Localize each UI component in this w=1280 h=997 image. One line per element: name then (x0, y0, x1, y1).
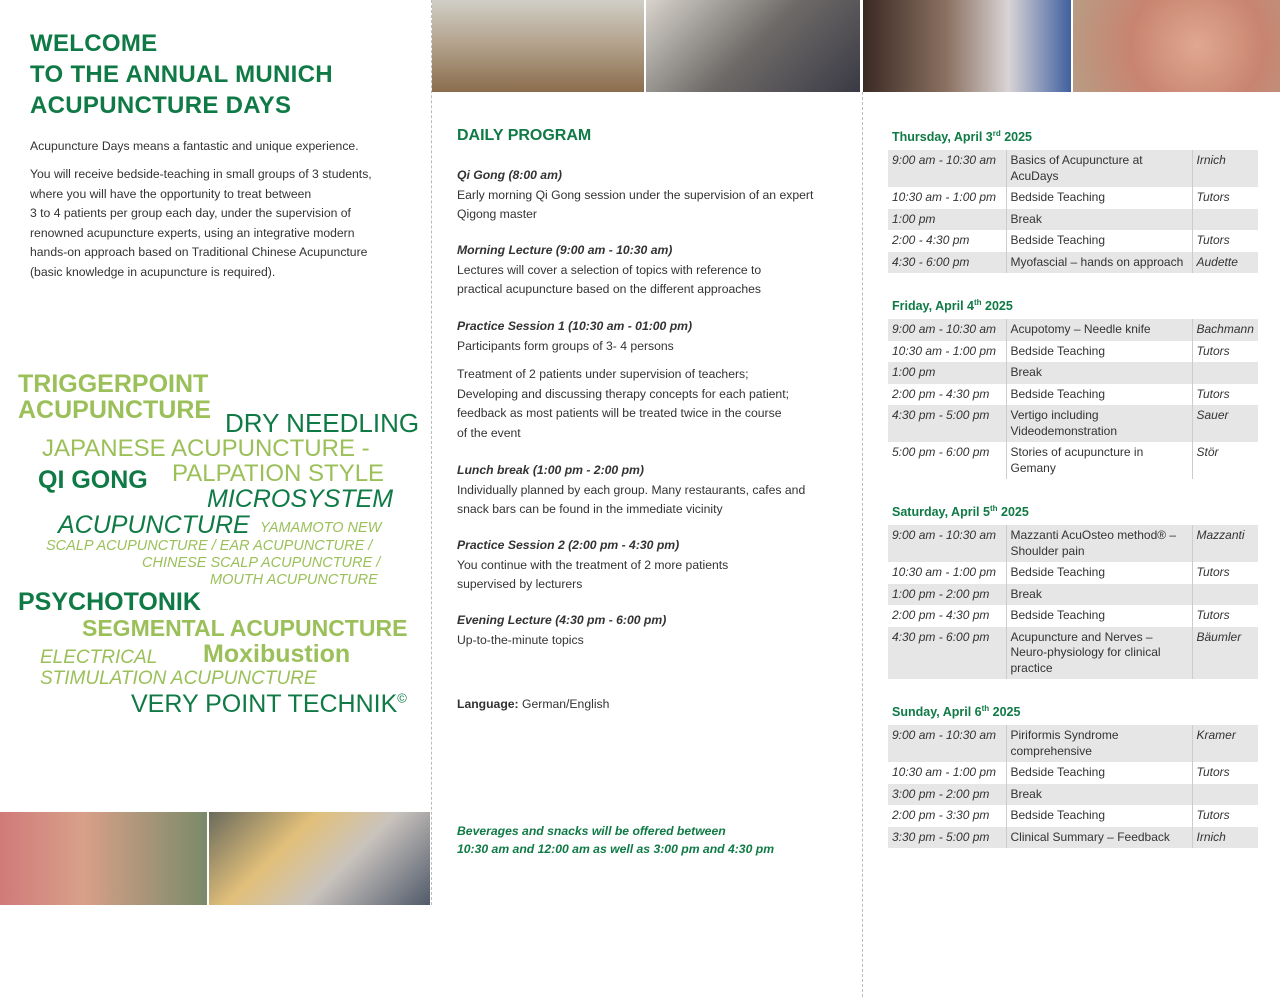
session-practice-1: Practice Session 1 (10:30 am - 01:00 pm) Participants form groups of 3- 4 persons (457, 319, 693, 353)
speaker-cell: Tutors (1192, 230, 1258, 252)
speaker-cell: Irnich (1192, 150, 1258, 187)
table-row (888, 725, 1258, 762)
table-row (888, 230, 1258, 252)
word: PALPATION STYLE (172, 460, 385, 487)
time-cell: 2:00 pm - 4:30 pm (888, 605, 1006, 627)
topic-cell: Bedside Teaching (1010, 808, 1106, 822)
photo-face-treatment (209, 812, 430, 905)
table-row (888, 584, 1258, 606)
word: TRIGGERPOINT (18, 370, 209, 398)
session-lunch: Lunch break (1:00 pm - 2:00 pm) Individually planned by each group. Many restaurants, cafes and snack bars can be found in the immediate vicinity (457, 463, 806, 517)
word: SCALP ACUPUNCTURE / EAR ACUPUNCTURE / (46, 538, 373, 554)
session-morning-lecture: Morning Lecture (9:00 am - 10:30 am) Lectures will cover a selection of topics with reference to practical acupuncture based on the different approaches (457, 243, 762, 297)
topic-cell: Bedside Teaching (1010, 233, 1106, 247)
topic-cell: Acupotomy – Needle knife (1006, 319, 1192, 341)
schedule-table (888, 725, 1258, 848)
day-title: Thursday, April 3rd 2025 (892, 128, 1033, 144)
photo-group-circle (432, 0, 644, 92)
topic-cell: Stories of acupuncture in Gemany (1010, 445, 1144, 475)
table-row (888, 562, 1258, 584)
time-cell: 3:00 pm - 2:00 pm (888, 784, 1006, 806)
speaker-cell: Tutors (1192, 805, 1258, 827)
table-row (888, 405, 1258, 442)
topic-cell: Break (1006, 584, 1192, 606)
word: YAMAMOTO NEW (260, 520, 382, 536)
word: PSYCHOTONIK (18, 588, 201, 616)
speaker-cell: Tutors (1192, 762, 1258, 784)
time-cell: 2:00 pm - 3:30 pm (888, 805, 1006, 827)
topic-cell: Clinical Summary – Feedback (1006, 827, 1192, 849)
speaker-cell (1192, 784, 1258, 806)
table-row (888, 319, 1258, 341)
topic-cell: Bedside Teaching (1010, 565, 1106, 579)
table-row (888, 209, 1258, 231)
speaker-cell: Bäumler (1192, 627, 1258, 680)
day-title: Saturday, April 5th 2025 (892, 503, 1029, 519)
table-row (888, 341, 1258, 363)
speaker-cell: Bachmann (1192, 319, 1258, 341)
word: DRY NEEDLING (225, 408, 420, 438)
speaker-cell (1192, 209, 1258, 231)
word: QI GONG (38, 466, 148, 494)
word: SEGMENTAL ACUPUNCTURE (82, 615, 408, 641)
speaker-cell: Audette (1192, 252, 1258, 274)
speaker-cell: Kramer (1192, 725, 1258, 762)
time-cell: 10:30 am - 1:00 pm (888, 762, 1006, 784)
table-row (888, 762, 1258, 784)
speaker-cell (1192, 584, 1258, 606)
fold-line-right (862, 92, 863, 997)
table-row (888, 805, 1258, 827)
word: ACUPUNCTURE (18, 396, 212, 424)
session-practice-2: Practice Session 2 (2:00 pm - 4:30 pm) You continue with the treatment of 2 more patients supervised by lecturers (457, 538, 729, 592)
word: MICROSYSTEM (207, 485, 394, 513)
topic-cell: Bedside Teaching (1010, 190, 1106, 204)
time-cell: 1:00 pm (888, 362, 1006, 384)
fold-line-left (431, 0, 432, 905)
session-qi-gong: Qi Gong (8:00 am) Early morning Qi Gong session under the supervision of an expert Qigong master (457, 168, 814, 222)
time-cell: 5:00 pm - 6:00 pm (888, 442, 1006, 479)
word: ACUPUNCTURE (58, 511, 250, 539)
table-row (888, 252, 1258, 274)
time-cell: 4:30 - 6:00 pm (888, 252, 1006, 274)
intro-paragraph-2: You will receive bedside-teaching in small groups of 3 students, where you will have the opportunity to treat between 3 to 4 patients per group each day, under the supervision of renowned acupuncture experts, using an integrative modern hands-on approach based on Traditional Chinese Acupuncture (basic knowledge in acupuncture is required). (30, 167, 372, 279)
table-row (888, 150, 1258, 187)
time-cell: 10:30 am - 1:00 pm (888, 187, 1006, 209)
beverages-note: Beverages and snacks will be offered between 10:30 am and 12:00 am as well as 3:00 pm and 4:30 pm (457, 824, 775, 856)
topic-cell: Bedside Teaching (1010, 765, 1106, 779)
day-schedule (888, 503, 1258, 679)
table-row (888, 784, 1258, 806)
topic-cell: Acupuncture and Nerves – Neuro-physiology for clinical practice (1006, 627, 1192, 680)
topic-cell: Mazzanti AcuOsteo method® – Shoulder pain (1006, 525, 1192, 562)
topic-cell: Break (1006, 784, 1192, 806)
topic-cell: Bedside Teaching (1010, 608, 1106, 622)
word: ELECTRICAL (40, 647, 158, 668)
topic-cell: Vertigo including Videodemonstration (1006, 405, 1192, 442)
language-info: Language: German/English (457, 697, 610, 711)
photo-lecture-room (646, 0, 860, 92)
time-cell: 4:30 pm - 6:00 pm (888, 627, 1006, 680)
table-row (888, 384, 1258, 406)
word: CHINESE SCALP ACUPUNCTURE / (142, 555, 381, 571)
welcome-title: WELCOME TO THE ANNUAL MUNICH ACUPUNCTURE DAYS (30, 30, 333, 119)
time-cell: 2:00 pm - 4:30 pm (888, 384, 1006, 406)
time-cell: 2:00 - 4:30 pm (888, 230, 1006, 252)
time-cell: 1:00 pm - 2:00 pm (888, 584, 1006, 606)
topic-cell: Basics of Acupuncture at AcuDays (1006, 150, 1192, 187)
intro-paragraph-1: Acupuncture Days means a fantastic and unique experience. (30, 139, 359, 153)
photo-bedside-treatment (863, 0, 1071, 92)
table-row (888, 187, 1258, 209)
table-row (888, 605, 1258, 627)
day-schedule (888, 703, 1258, 848)
day-schedule (888, 128, 1258, 273)
speaker-cell: Irnich (1192, 827, 1258, 849)
time-cell: 10:30 am - 1:00 pm (888, 562, 1006, 584)
time-cell: 10:30 am - 1:00 pm (888, 341, 1006, 363)
word: JAPANESE ACUPUNCTURE - (42, 435, 370, 462)
word: STIMULATION ACUPUNCTURE (40, 668, 317, 689)
speaker-cell: Tutors (1192, 341, 1258, 363)
word: Moxibustion (203, 640, 351, 668)
topic-cell: Bedside Teaching (1010, 343, 1106, 358)
topic-cell: Break (1006, 362, 1192, 384)
table-row (888, 442, 1258, 479)
topic-cell: Bedside Teaching (1010, 386, 1106, 401)
day-title: Sunday, April 6th 2025 (892, 703, 1021, 719)
speaker-cell: Sauer (1192, 405, 1258, 442)
schedule-table (888, 150, 1258, 273)
table-row (888, 362, 1258, 384)
time-cell: 9:00 am - 10:30 am (888, 525, 1006, 562)
schedule (888, 128, 1258, 872)
table-row (888, 627, 1258, 680)
speaker-cell: Tutors (1192, 187, 1258, 209)
time-cell: 1:00 pm (888, 209, 1006, 231)
day-schedule (888, 297, 1258, 479)
speaker-cell: Tutors (1192, 562, 1258, 584)
schedule-table (888, 319, 1258, 479)
speaker-cell: Mazzanti (1192, 525, 1258, 562)
speaker-cell (1192, 362, 1258, 384)
speaker-cell: Stör (1192, 442, 1258, 479)
topic-cell: Break (1006, 209, 1192, 231)
time-cell: 9:00 am - 10:30 am (888, 150, 1006, 187)
time-cell: 3:30 pm - 5:00 pm (888, 827, 1006, 849)
session-evening-lecture: Evening Lecture (4:30 pm - 6:00 pm) Up-to-the-minute topics (457, 613, 667, 647)
word: MOUTH ACUPUNCTURE (210, 572, 378, 588)
word: VERY POINT TECHNIK© (131, 690, 407, 718)
time-cell: 9:00 am - 10:30 am (888, 319, 1006, 341)
table-row (888, 827, 1258, 849)
topic-cell: Myofascial – hands on approach (1006, 252, 1192, 274)
photo-ear-acupuncture (1073, 0, 1280, 92)
day-title: Friday, April 4th 2025 (892, 297, 1013, 313)
photo-hands (0, 812, 207, 905)
time-cell: 4:30 pm - 5:00 pm (888, 405, 1006, 442)
session-practice-1-details: Treatment of 2 patients under supervision of teachers; Developing and discussing therapy concepts for each patient; feedback as most patients will be treated twice in the course of the event (457, 367, 789, 440)
topic-cell: Piriformis Syndrome comprehensive (1006, 725, 1192, 762)
time-cell: 9:00 am - 10:30 am (888, 725, 1006, 762)
schedule-table (888, 525, 1258, 679)
table-row (888, 525, 1258, 562)
speaker-cell: Tutors (1192, 605, 1258, 627)
daily-program-title: DAILY PROGRAM (457, 127, 592, 144)
speaker-cell: Tutors (1192, 384, 1258, 406)
